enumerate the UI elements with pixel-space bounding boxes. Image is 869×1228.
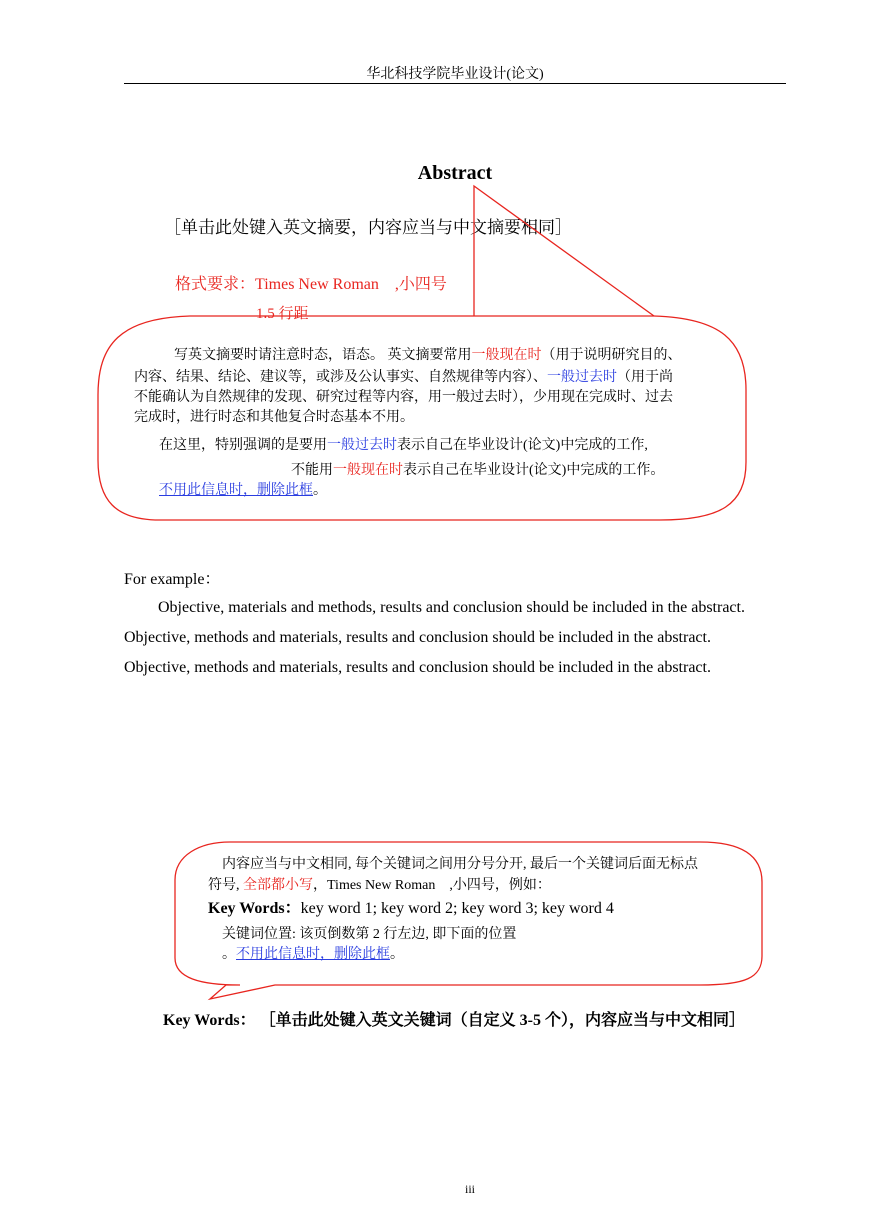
keyword-example-values: key word 1; key word 2; key word 3; key word 4 <box>300 900 614 917</box>
format-requirement: 格式要求：Times New Roman ,小四号 <box>175 276 447 293</box>
callout2-line-4: 关键词位置: 该页倒数第 2 行左边, 即下面的位置 <box>222 927 517 942</box>
present-tense-highlight: 一般现在时 <box>471 348 542 363</box>
keywords-line <box>163 1007 745 1030</box>
callout2-text: 符号, <box>208 878 240 893</box>
example-label: For example： <box>124 571 221 588</box>
callout1-text: 表示自己在毕业设计(论文)中完成的工作。 <box>403 463 665 478</box>
callout1-text: 写英文摘要时请注意时态，语态。 英文摘要常用 <box>174 348 472 363</box>
present-tense-highlight: 一般现在时 <box>333 463 403 478</box>
callout1-text: 内容、结果、结论、建议等，或涉及公认事实、自然规律等内容）、 <box>134 370 547 385</box>
example-line-2: Objective, methods and materials, results and conclusion should be included in the abstract. <box>124 629 711 646</box>
callout1-line-2 <box>134 368 673 388</box>
callout2-line-1: 内容应当与中文相同, 每个关键词之间用分号分开, 最后一个关键词后面无标点 <box>222 857 698 872</box>
example-line-3: Objective, methods and materials, results and conclusion should be included in the abstract. <box>124 659 711 676</box>
keyword-example-label: Key Words： <box>208 900 301 917</box>
callout1-line-1 <box>174 346 682 366</box>
callout1-text: （用于尚 <box>617 370 673 385</box>
lowercase-highlight: 全部都小写 <box>243 878 313 893</box>
callout1-delete-line <box>159 481 327 501</box>
callout2-text: 。 <box>390 947 404 962</box>
callout1-text: （用于说明研究目的、 <box>541 348 682 363</box>
callout1-text: 表示自己在毕业设计(论文)中完成的工作, <box>397 438 648 453</box>
keyword-example-line <box>208 895 614 918</box>
page-number: iii <box>464 1182 475 1196</box>
past-tense-highlight: 一般过去时 <box>547 370 617 385</box>
callout2-text: ，Times New Roman ,小四号，例如： <box>313 878 551 893</box>
callout1-line-6 <box>291 461 664 481</box>
example-line-1: Objective, materials and methods, results and conclusion should be included in the abstract. <box>158 599 745 616</box>
abstract-title: Abstract <box>417 162 493 184</box>
callout2-delete-line <box>222 943 404 963</box>
past-tense-highlight: 一般过去时 <box>327 438 397 453</box>
callout1-text: 在这里，特别强调的是要用 <box>159 438 327 453</box>
page-header-title: 华北科技学院毕业设计(论文) <box>366 67 544 82</box>
keywords-label: Key Words： <box>163 1012 256 1029</box>
callout2-text: 。 <box>222 947 236 962</box>
delete-box-link[interactable]: 不用此信息时，删除此框 <box>236 947 390 962</box>
callout1-text: 。 <box>313 483 327 498</box>
format-line-spacing: 1.5 行距 <box>256 306 309 322</box>
callout1-pointer-outline <box>474 186 654 316</box>
callout1-text: 不能用 <box>291 463 333 478</box>
keywords-placeholder[interactable]: ［单击此处键入英文关键词（自定义 3-5 个），内容应当与中文相同］ <box>259 1012 745 1029</box>
callout1-line-4: 完成时，进行时态和其他复合时态基本不用。 <box>134 410 414 425</box>
callout1-line-3: 不能确认为自然规律的发现、研究过程等内容，用一般过去时），少用现在完成时、过去 <box>134 390 673 405</box>
callout2-line-2 <box>208 874 551 894</box>
callout1-line-5 <box>159 436 648 456</box>
header-divider <box>124 83 786 84</box>
delete-box-link[interactable]: 不用此信息时，删除此框 <box>159 483 313 498</box>
abstract-placeholder[interactable]: ［单击此处键入英文摘要，内容应当与中文摘要相同］ <box>164 218 572 237</box>
